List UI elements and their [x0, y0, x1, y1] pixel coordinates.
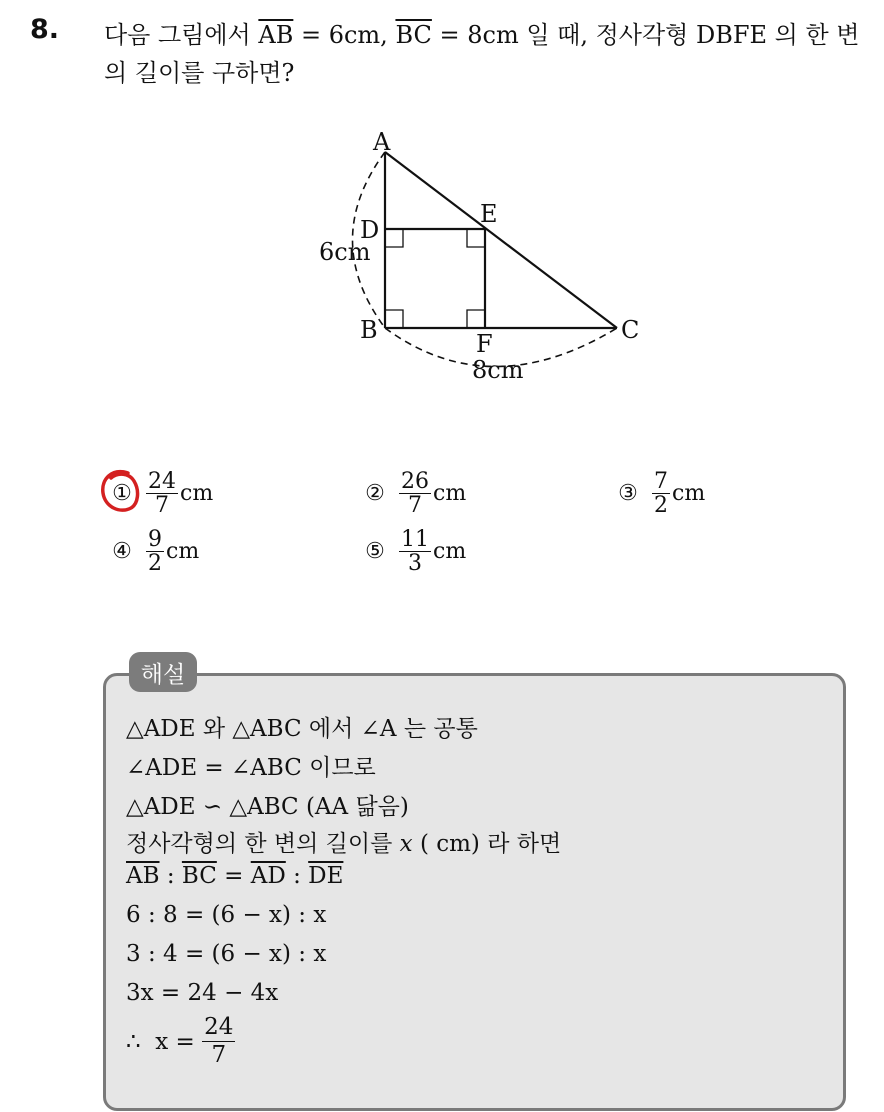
right-angle-d: [385, 229, 403, 247]
triangle-figure: [300, 120, 660, 390]
solution-line-9: ∴ x = $\frac{24}{7}$: [126, 1014, 234, 1068]
choice-fraction: $\frac{7}{2}$: [654, 469, 668, 518]
solution-line-8: 3x = 24 − 4x: [126, 980, 279, 1006]
segment-ab: $\overline{AB}$: [258, 21, 294, 49]
question-text: [104, 16, 874, 92]
side-ac: [385, 152, 617, 328]
solution-line-3: △ADE ∽ △ABC (AA 닮음): [126, 794, 409, 820]
right-angle-e: [467, 229, 485, 247]
solution-line-6: 6 : 8 = (6 − x) : x: [126, 902, 327, 928]
solution-line-5: $\overline{AB}$ : $\overline{BC} = \overline{AD}$ : $\overline{DE}$: [126, 863, 344, 889]
choice-fraction: $\frac{9}{2}$: [148, 527, 162, 576]
label-side-bc: 8cm: [472, 356, 524, 384]
right-angle-b: [385, 310, 403, 328]
choice-4[interactable]: [110, 528, 199, 575]
question-number: 8.: [30, 14, 60, 45]
label-f: F: [476, 330, 493, 358]
label-c: C: [621, 316, 640, 344]
label-a: A: [373, 128, 391, 156]
choice-unit: cm: [433, 481, 467, 506]
choice-fraction: $\frac{24}{7}$: [148, 469, 176, 518]
question-text-pre: 다음 그림에서: [104, 21, 259, 49]
choice-number: ④: [112, 539, 132, 564]
choice-5[interactable]: [363, 528, 466, 575]
choice-number: ②: [365, 481, 385, 506]
choice-3[interactable]: [616, 470, 705, 517]
label-b: B: [360, 316, 378, 344]
solution-line-4: 정사각형의 한 변의 길이를 x ( cm) 라 하면: [126, 831, 562, 857]
solution-line-1: △ADE 와 △ABC 에서 ∠A 는 공통: [126, 716, 478, 742]
question-bc-value: = 8cm 일 때, 정사각형 DBFE 의 한 변의 길이를 구하면?: [104, 21, 860, 87]
right-angle-f: [467, 310, 485, 328]
choice-number: ③: [618, 481, 638, 506]
solution-tab: 해설: [129, 652, 197, 692]
choice-unit: cm: [672, 481, 706, 506]
label-side-ab: 6cm: [319, 238, 371, 266]
label-e: E: [480, 200, 498, 228]
solution-fraction: $\frac{24}{7}$: [204, 1014, 234, 1068]
choice-number: ①: [112, 481, 132, 506]
choice-1[interactable]: [110, 470, 213, 517]
choice-unit: cm: [166, 539, 200, 564]
question-ab-value: = 6cm,: [293, 21, 396, 49]
choice-fraction: $\frac{11}{3}$: [401, 527, 429, 576]
choice-unit: cm: [433, 539, 467, 564]
solution-line-2: ∠ADE = ∠ABC 이므로: [126, 755, 376, 781]
segment-bc: $\overline{BC}$: [395, 21, 432, 49]
choice-unit: cm: [180, 481, 214, 506]
choice-fraction: $\frac{26}{7}$: [401, 469, 429, 518]
solution-line-7: 3 : 4 = (6 − x) : x: [126, 941, 327, 967]
choice-number: ⑤: [365, 539, 385, 564]
label-d: D: [360, 216, 380, 244]
choice-2[interactable]: [363, 470, 466, 517]
